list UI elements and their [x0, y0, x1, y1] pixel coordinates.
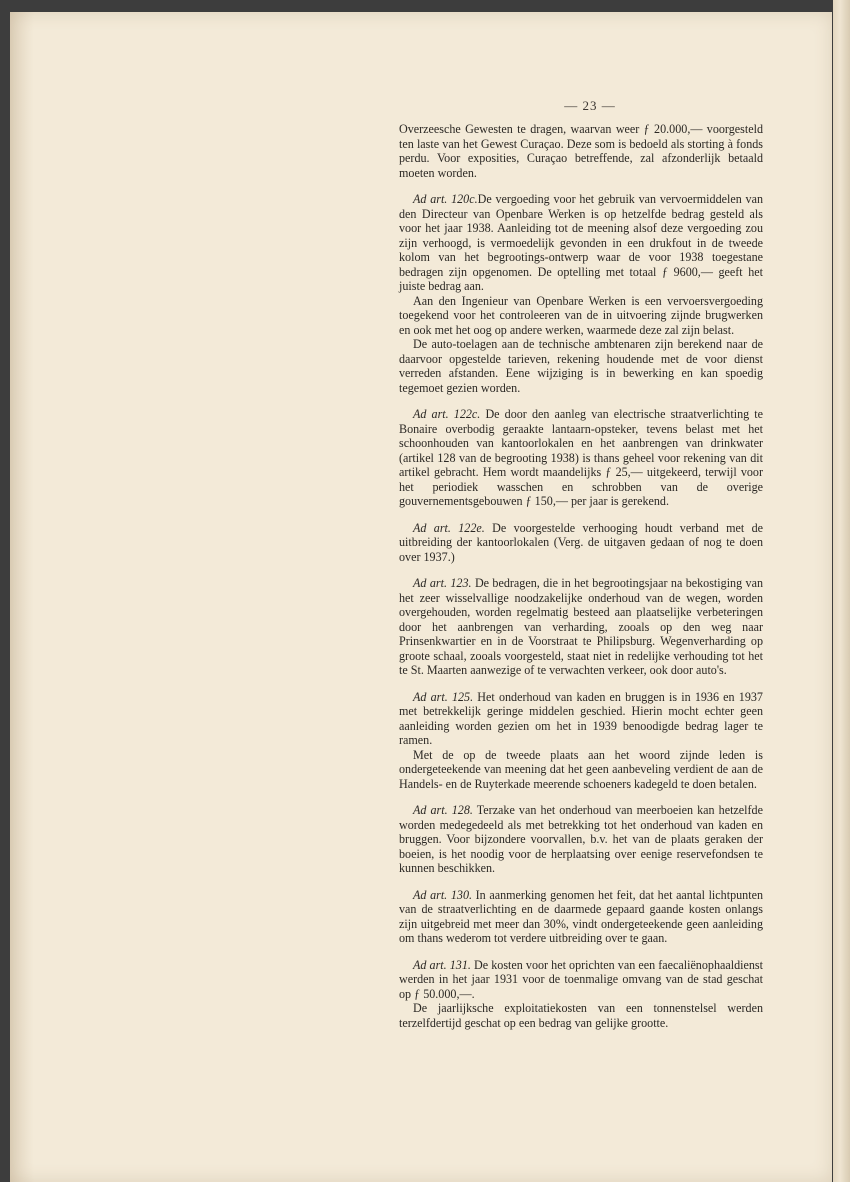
- paragraph-art-131: [399, 958, 763, 1002]
- paragraph-text: De auto-toelagen aan de technische ambtenaren zijn berekend naar de daarvoor opgestelde tarieven, rekening houdende met de voor dienst verreden afstanden. Eene wijziging is in bewerking en kan spoedig tegemoet gezien worden.: [399, 337, 763, 395]
- article-reference: Ad art. 122e.: [413, 520, 485, 535]
- paragraph-art-122e: [399, 521, 763, 565]
- article-reference: Ad art. 130.: [413, 887, 473, 902]
- paragraph-art-125: [399, 690, 763, 748]
- page-number: — 23 —: [564, 98, 616, 113]
- paragraph-text: De bedragen, die in het begrootingsjaar na bekostiging van het zeer wisselvallige noodzakelijke onderhoud van de wegen, worden overgehouden, worden regelmatig besteed aan plaatselijke verbeteringen door het aanbrengen van verharding, zooals op den weg naar Prinsenkwartier en in de Voorstraat te Philipsburg. Wegenverharding op groote schaal, zooals voorgesteld, staat niet in redelijke verhouding tot het te St. Maarten aanwezige of te verwachten verkeer, ook door auto's.: [399, 576, 764, 677]
- paragraph-text: Aan den Ingenieur van Openbare Werken is een vervoersvergoeding toegekend voor het controleeren van de in uitvoering zijnde brugwerken en ook met het oog op andere werken, waarmede deze zal zijn belast.: [399, 293, 763, 337]
- paragraph-text: De kosten voor het oprichten van een faecaliënophaaldienst werden in het jaar 1931 voor de toenmalige omvang van de stad geschat op ƒ 50.000,—.: [399, 957, 763, 1001]
- paragraph: [399, 294, 763, 338]
- article-reference: Ad art. 123.: [413, 576, 472, 590]
- paragraph-text: In aanmerking genomen het feit, dat het aantal lichtpunten van de straatverlichting en de daarmede gepaard gaande kosten onlangs zijn uitgebreid met meer dan 30%, vindt ondergeteekende geen aanleiding om thans wederom tot verdere uitbreiding over te gaan.: [399, 887, 763, 945]
- paragraph-art-122c: [399, 407, 763, 509]
- paragraph-art-130: [399, 888, 763, 946]
- paragraph-text: De door den aanleg van electrische straatverlichting te Bonaire overbodig geraakte lantaarn-opsteker, tevens belast met het schoonhouden van kantoorlokalen en het aanbrengen van drinkwater (artikel 128 van de begrooting 1938) is thans geheel voor rekening van dit artikel gebracht. Hem wordt maandelijks ƒ 25,— uitgekeerd, terwijl voor het periodiek wasschen en schrobben van de overige gouvernementsgebouwen ƒ 150,— per jaar is gerekend.: [399, 407, 763, 508]
- paragraph-art-120c: [399, 192, 763, 294]
- paragraph-art-128: [399, 803, 763, 876]
- paragraph-text: Het onderhoud van kaden en bruggen is in 1936 en 1937 met betrekkelijk geringe middelen geschied. Hierin mocht echter geen aanleiding worden gezien om het in 1939 benoodigde bedrag lager te ramen.: [399, 689, 763, 747]
- page-gutter-shadow: [10, 12, 34, 1182]
- article-reference: Ad art. 131.: [413, 957, 471, 972]
- article-reference: Ad art. 120c.: [413, 192, 478, 206]
- article-reference: Ad art. 122c.: [413, 407, 481, 421]
- paragraph: [399, 337, 763, 395]
- paragraph-text: De jaarlijksche exploitatiekosten van een tonnenstelsel werden terzelfdertijd geschat op een bedrag van gelijke grootte.: [399, 1001, 763, 1030]
- body-text: [399, 122, 763, 1030]
- paragraph: [399, 1001, 763, 1030]
- paragraph: [399, 748, 763, 792]
- paragraph-text: De voorgestelde verhooging houdt verband met de uitbreiding der kantoorlokalen (Verg. de uitgaven gedaan of nog te doen over 1937.): [399, 520, 763, 564]
- article-reference: Ad art. 128.: [413, 803, 473, 817]
- article-reference: Ad art. 125.: [413, 689, 474, 704]
- paragraph-text: Met de op de tweede plaats aan het woord zijnde leden is ondergeteekende van meening dat het geen aanbeveling verdient de aan de Handels- en de Ruyterkade meerende schoeners kadegeld te doen betalen.: [399, 747, 763, 791]
- paragraph-text: Terzake van het onderhoud van meerboeien kan hetzelfde worden medegedeeld als met betrekking tot het onderhoud van kaden en bruggen. Voor bijzondere voorvallen, b.v. het van de plaats geraken der boeien, is het noodig voor de herplaatsing over eenige reservefondsen te kunnen beschikken.: [399, 803, 763, 875]
- paragraph-art-123: [399, 576, 763, 678]
- page-edge: [833, 0, 850, 1182]
- paragraph-continuation: [399, 122, 763, 180]
- paragraph-text: De vergoeding voor het gebruik van vervoermiddelen van den Directeur van Openbare Werken is op hetzelfde bedrag gesteld als voor het jaar 1938. Aanleiding tot de meening alsof deze vergoeding zou zijn verhoogd, is vermoedelijk gevonden in een drukfout in de tweede kolom van het begrootings-ontwerp waar de voor 1938 toegestane bedragen zijn opgenomen. De optelling met totaal ƒ 9600,— geeft het juiste bedrag aan.: [399, 192, 763, 293]
- paragraph-text: Overzeesche Gewesten te dragen, waarvan weer ƒ 20.000,— voorgesteld ten laste van het Gewest Curaçao. Deze som is bedoeld als storting à fonds perdu. Voor exposities, Curaçao betreffende, zal afzonderlijk betaald moeten worden.: [399, 122, 763, 180]
